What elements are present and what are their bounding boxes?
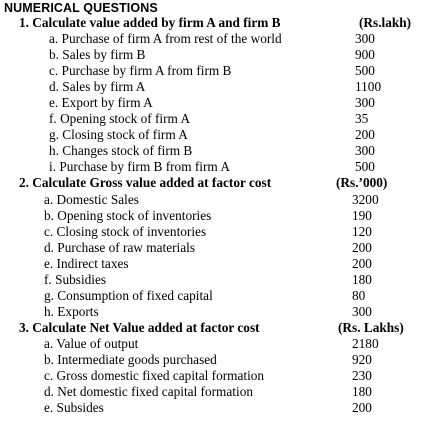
question-1-header	[0, 15, 441, 31]
list-item	[0, 127, 441, 143]
item-value: 200	[352, 400, 372, 415]
list-item	[0, 368, 441, 384]
list-item	[0, 400, 441, 416]
question-2-title: 2. Calculate Gross value added at factor cost	[19, 175, 272, 190]
list-item	[0, 208, 441, 224]
question-2-unit: (Rs.’000)	[336, 175, 388, 190]
item-label: g. Closing stock of firm A	[49, 127, 188, 142]
item-label: b. Intermediate goods purchased	[44, 352, 217, 367]
question-1-unit: (Rs.lakh)	[359, 15, 412, 30]
item-value: 1100	[355, 79, 382, 94]
item-value: 80	[352, 288, 366, 303]
item-label: a. Purchase of firm A from rest of the world	[49, 31, 282, 46]
list-item	[0, 336, 441, 352]
item-label: b. Sales by firm B	[49, 47, 146, 62]
list-item	[0, 63, 441, 79]
item-label: e. Export by firm A	[49, 95, 153, 110]
item-value: 300	[355, 31, 375, 46]
list-item	[0, 79, 441, 95]
question-2-header	[0, 175, 441, 191]
item-value: 500	[355, 159, 375, 174]
item-value: 120	[352, 224, 372, 239]
item-value: 2180	[352, 336, 379, 351]
item-value: 920	[352, 352, 372, 367]
item-label: h. Exports	[44, 304, 99, 319]
item-label: c. Gross domestic fixed capital formation	[44, 368, 265, 383]
item-value: 180	[352, 272, 372, 287]
item-value: 200	[352, 240, 372, 255]
list-item	[0, 304, 441, 320]
item-label: e. Indirect taxes	[44, 256, 129, 271]
item-value: 500	[355, 63, 375, 78]
item-label: c. Closing stock of inventories	[44, 224, 207, 239]
question-3-unit: (Rs. Lakhs)	[338, 320, 404, 335]
item-label: e. Subsides	[44, 400, 104, 415]
page-heading: NUMERICAL QUESTIONS	[4, 1, 158, 15]
list-item	[0, 288, 441, 304]
item-label: d. Net domestic fixed capital formation	[44, 384, 253, 399]
item-value: 200	[355, 127, 375, 142]
list-item	[0, 384, 441, 400]
list-item	[0, 95, 441, 111]
question-3-header	[0, 320, 441, 336]
list-item	[0, 256, 441, 272]
item-label: a. Domestic Sales	[44, 192, 139, 207]
list-item	[0, 224, 441, 240]
item-label: g. Consumption of fixed capital	[44, 288, 213, 303]
item-value: 3200	[352, 192, 379, 207]
item-value: 300	[355, 143, 375, 158]
item-label: f. Subsidies	[44, 272, 107, 287]
item-label: i. Purchase by firm B from firm A	[49, 159, 230, 174]
question-3-title: 3. Calculate Net Value added at factor cost	[19, 320, 260, 335]
list-item	[0, 159, 441, 175]
list-item	[0, 47, 441, 63]
item-label: a. Value of output	[44, 336, 139, 351]
item-value: 300	[352, 304, 372, 319]
question-1-title: 1. Calculate value added by firm A and firm B	[19, 15, 281, 30]
item-label: f. Opening stock of firm A	[49, 111, 191, 126]
item-value: 900	[355, 47, 375, 62]
item-value: 180	[352, 384, 372, 399]
item-label: d. Purchase of raw materials	[44, 240, 196, 255]
item-label: h. Changes stock of firm B	[49, 143, 193, 158]
item-value: 35	[355, 111, 369, 126]
item-value: 300	[355, 95, 375, 110]
list-item	[0, 192, 441, 208]
list-item	[0, 31, 441, 47]
list-item	[0, 272, 441, 288]
list-item	[0, 352, 441, 368]
list-item	[0, 240, 441, 256]
item-value: 190	[352, 208, 372, 223]
item-label: c. Purchase by firm A from firm B	[49, 63, 232, 78]
list-item	[0, 111, 441, 127]
item-value: 200	[352, 256, 372, 271]
item-label: b. Opening stock of inventories	[44, 208, 212, 223]
item-value: 230	[352, 368, 372, 383]
item-label: d. Sales by firm A	[49, 79, 146, 94]
list-item	[0, 143, 441, 159]
